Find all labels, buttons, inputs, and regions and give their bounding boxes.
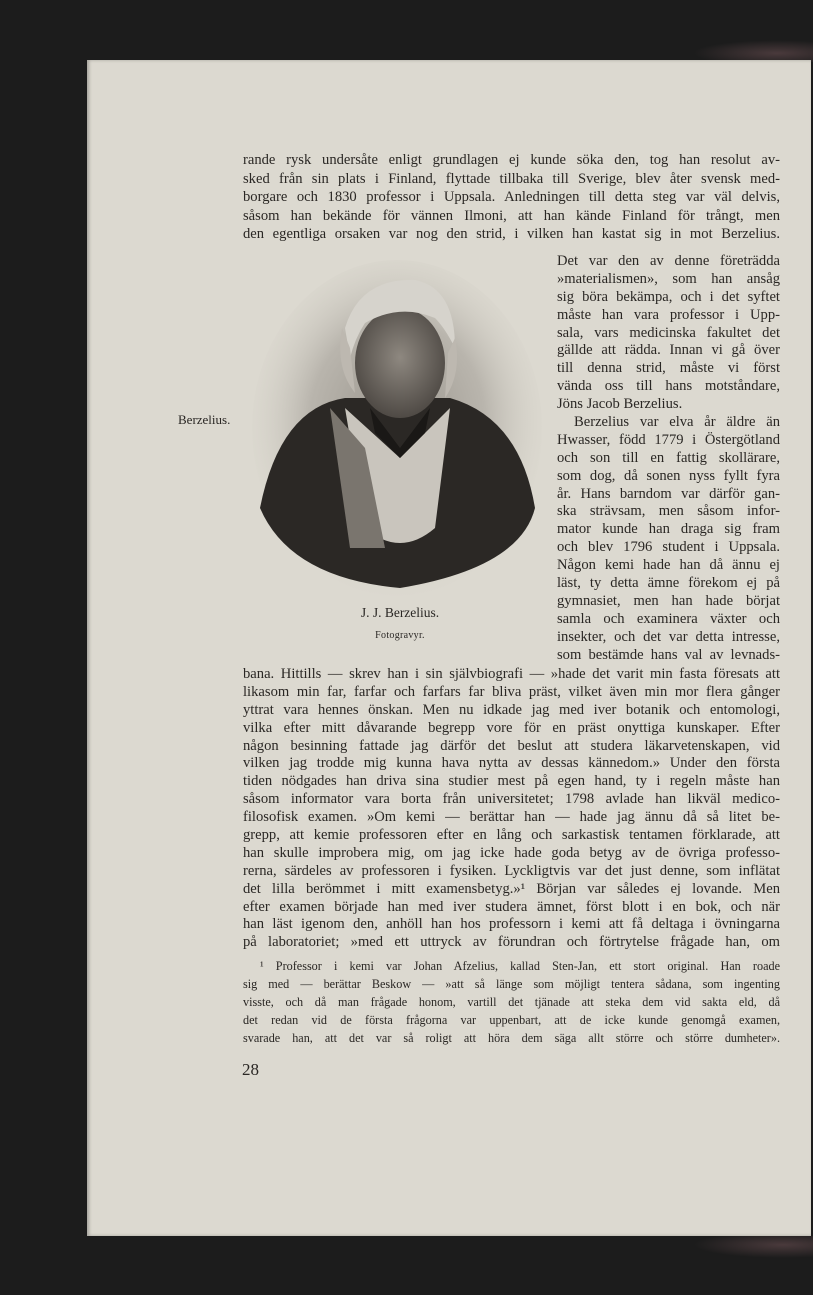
text-line: läst, ty detta ämne förekom ej på	[557, 575, 780, 592]
text-line: han skulle improbera mig, om jag icke hade goda betyg av de övriga professo-	[243, 844, 780, 861]
portrait-photogravure	[250, 258, 545, 598]
text-line: vända oss till hans motståndare,	[557, 378, 780, 395]
text-line: den egentliga orsaken var nog den strid, i vilken han kastat sig in mot Berzelius.	[243, 226, 780, 243]
text-line: ska strävsam, men såsom infor-	[557, 503, 780, 520]
text-line: vilken jag trodde mig kunna hava nytta av dessas kännedom.» Under den första	[243, 755, 780, 772]
text-line: och son till en fattig skollärare,	[557, 449, 780, 466]
text-line: det redan vid de första frågorna var uppenbart, att de icke kunde genomgå examen,	[243, 1013, 780, 1027]
text-line: gymnasiet, men han hade börjat	[557, 592, 780, 609]
text-line: gällde att rädda. Innan vi gå över	[557, 342, 780, 359]
text-line: sked från sin plats i Finland, flyttade tillbaka till Sverige, blev åter svensk med-	[243, 170, 780, 187]
text-line: rerna, särdeles av professoren i fysiken. Lyckligtvis var det just denne, som inflätat	[243, 862, 780, 879]
text-line: Hwasser, född 1779 i Östergötland	[557, 431, 780, 448]
text-line: filosofisk examen. »Om kemi — berättar han — hade jag ännu då så litet be-	[243, 809, 780, 826]
text-line: bana. Hittills — skrev han i sin självbiografi — »hade det varit min fasta föresats att	[243, 666, 780, 682]
text-line: borgare och 1830 professor i Uppsala. Anledningen till detta steg var väl delvis,	[243, 189, 780, 206]
top-paragraph	[243, 151, 780, 244]
text-line: visste, och då man frågade honom, vartill det tjänade att steka dem vid sakta eld, då	[243, 995, 780, 1009]
margin-label: Berzelius.	[178, 412, 231, 427]
text-line: till denna strid, måste vi först	[557, 360, 780, 377]
text-line: Berzelius var elva år äldre än	[574, 414, 780, 431]
text-line: måste han vara professor i Upp-	[557, 306, 780, 323]
text-line: någon besinning fattade jag därför det beslut att studera läkarvetenskapen, vid	[243, 737, 780, 754]
portrait-caption-sub: Fotogravyr.	[375, 630, 425, 641]
text-line: det lilla berömmet i mitt examensbetyg.»¹ Början var således ej lovande. Men	[243, 880, 780, 897]
text-line: sala, vars medicinska fakultet det	[557, 324, 780, 341]
text-line: Det var den av denne företrädda	[557, 253, 780, 269]
text-line: sig med — berättar Beskow — »att så länge som möjligt tentera sådana, som ingenting	[243, 977, 780, 991]
text-line: såsom han bekände för vännen Ilmoni, att han kände Finland för trångt, men	[243, 207, 780, 224]
text-line: rande rysk undersåte enligt grundlagen ej kunde söka den, tog han resolut av-	[243, 152, 780, 168]
text-line: Någon kemi hade han då ännu ej	[557, 557, 780, 574]
background-shadow	[693, 40, 813, 62]
text-line: på laboratoriet; »med ett uttryck av förundran och förtrytelse frågade han, om	[243, 934, 780, 951]
portrait-caption: J. J. Berzelius.	[360, 605, 440, 620]
text-line: efter examen började han med iver studera ämnet, först blott i en bok, och när	[243, 898, 780, 915]
text-line: svarade han, att det var så roligt att höra dem säga allt större och större dumheter».	[243, 1031, 780, 1045]
background-shadow	[693, 1236, 813, 1258]
text-line: han läst igenom den, anhöll han hos professorn i kemi att få deltaga i övningarna	[243, 916, 780, 933]
text-line: insekter, och det var detta intresse,	[557, 628, 780, 645]
main-paragraph	[243, 666, 780, 952]
text-line: mator kunde han draga sig fram	[557, 521, 780, 538]
text-line: som dog, då sonen nyss fyllt fyra	[557, 467, 780, 484]
text-line: samla och examinera växter och	[557, 610, 780, 627]
text-line: och blev 1796 student i Uppsala.	[557, 539, 780, 556]
text-line: år. Hans barndom var därför gan-	[557, 485, 780, 502]
text-line: såsom informator vara borta från universitetet; 1798 avlade han likväl medico-	[243, 791, 780, 808]
text-line: likasom min far, farfar och farfars far bliva präst, vilket även min mor flera gånger	[243, 683, 780, 700]
text-line: som bestämde hans val av levnads-	[557, 646, 780, 663]
text-line: »materialismen», som han ansåg	[557, 270, 780, 287]
text-line: sig böra bekämpa, och i det syftet	[557, 288, 780, 305]
column-text	[557, 253, 780, 664]
text-line: tiden nödgades han driva sina studier mest på egen hand, ty i regeln måste han	[243, 773, 780, 790]
text-line: grepp, att kemie professoren efter en lång och sarkastisk tentamen förklarade, att	[243, 827, 780, 844]
text-line: ¹ Professor i kemi var Johan Afzelius, kallad Sten-Jan, ett stort original. Han roade	[260, 959, 780, 973]
text-line: Jöns Jacob Berzelius.	[557, 396, 683, 413]
text-line: vilka efter mitt dåvarande begrepp vore för en präst onyttiga kunskaper. Efter	[243, 719, 780, 736]
page-number: 28	[242, 1060, 259, 1079]
footnote	[243, 957, 780, 1047]
text-line: yttrat vara hennes önskan. Men nu idkade jag med iver botanik och entomologi,	[243, 701, 780, 718]
